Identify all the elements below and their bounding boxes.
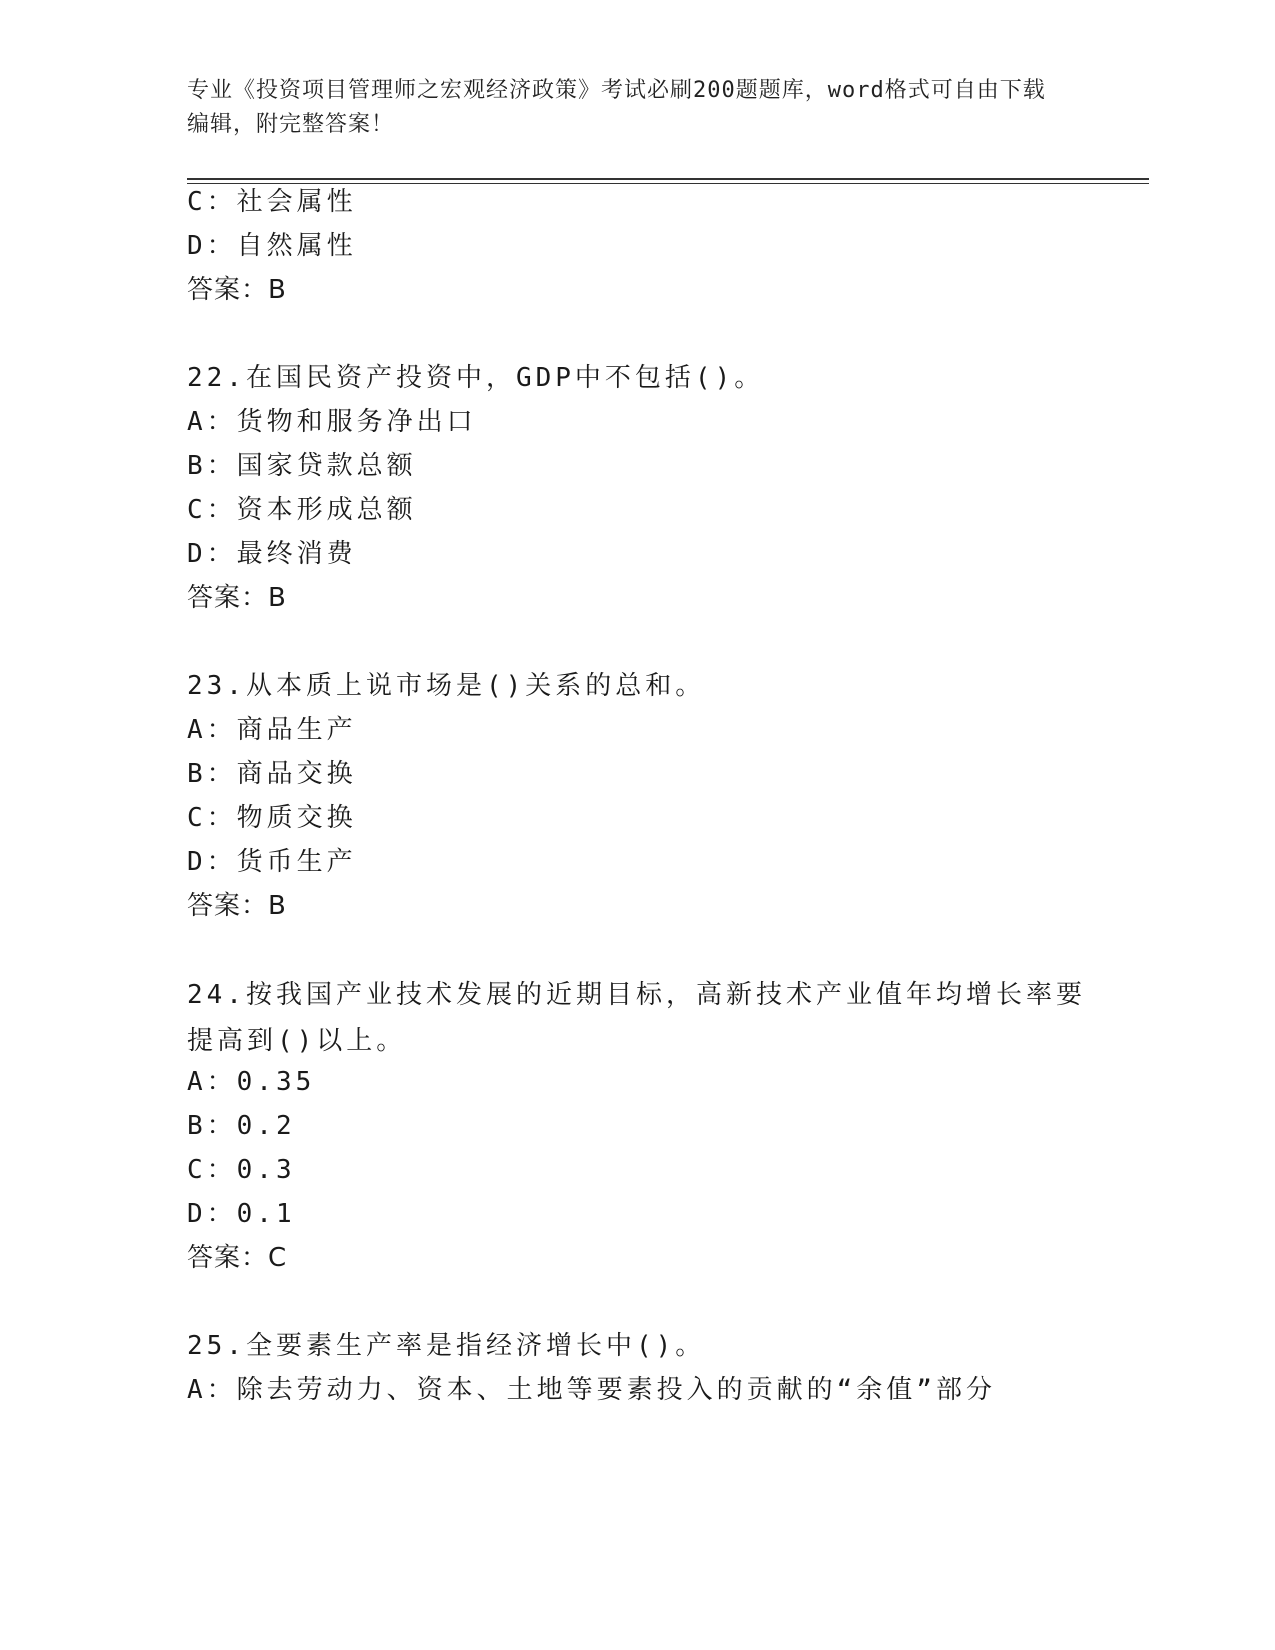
q24-answer: 答案：C: [187, 1243, 288, 1273]
q24-option-c: C：0.3: [187, 1155, 296, 1185]
q23-option-d: D：货币生产: [187, 847, 357, 877]
q22-option-c: C：资本形成总额: [187, 495, 417, 525]
q22-option-a: A：货物和服务净出口: [187, 407, 477, 437]
q22-answer: 答案：B: [187, 583, 287, 613]
q23-stem: 23.从本质上说市场是()关系的总和。: [187, 671, 706, 701]
q21-answer: 答案：B: [187, 275, 287, 305]
q22-stem: 22.在国民资产投资中，GDP中不包括()。: [187, 363, 765, 393]
document-header: 专业《投资项目管理师之宏观经济政策》考试必刷200题题库，word格式可自由下载编辑，附完整答案！: [187, 78, 1046, 137]
q21-option-c: C：社会属性: [187, 187, 357, 217]
q25-option-a: A：除去劳动力、资本、土地等要素投入的贡献的“余值”部分: [187, 1375, 996, 1405]
header-divider-thin: [187, 183, 1149, 184]
q21-option-d: D：自然属性: [187, 231, 357, 261]
q23-option-c: C：物质交换: [187, 803, 357, 833]
q24-option-b: B：0.2: [187, 1111, 296, 1141]
q22-option-d: D：最终消费: [187, 539, 357, 569]
q23-answer: 答案：B: [187, 891, 287, 921]
header-divider-thick: [187, 178, 1149, 180]
q24-option-d: D：0.1: [187, 1199, 296, 1229]
q24-stem: 24.按我国产业技术发展的近期目标，高新技术产业值年均增长率要提高到()以上。: [187, 980, 1086, 1056]
q23-option-a: A：商品生产: [187, 715, 357, 745]
q22-option-b: B：国家贷款总额: [187, 451, 417, 481]
q24-option-a: A：0.35: [187, 1067, 316, 1097]
q25-stem: 25.全要素生产率是指经济增长中()。: [187, 1331, 706, 1361]
q23-option-b: B：商品交换: [187, 759, 357, 789]
